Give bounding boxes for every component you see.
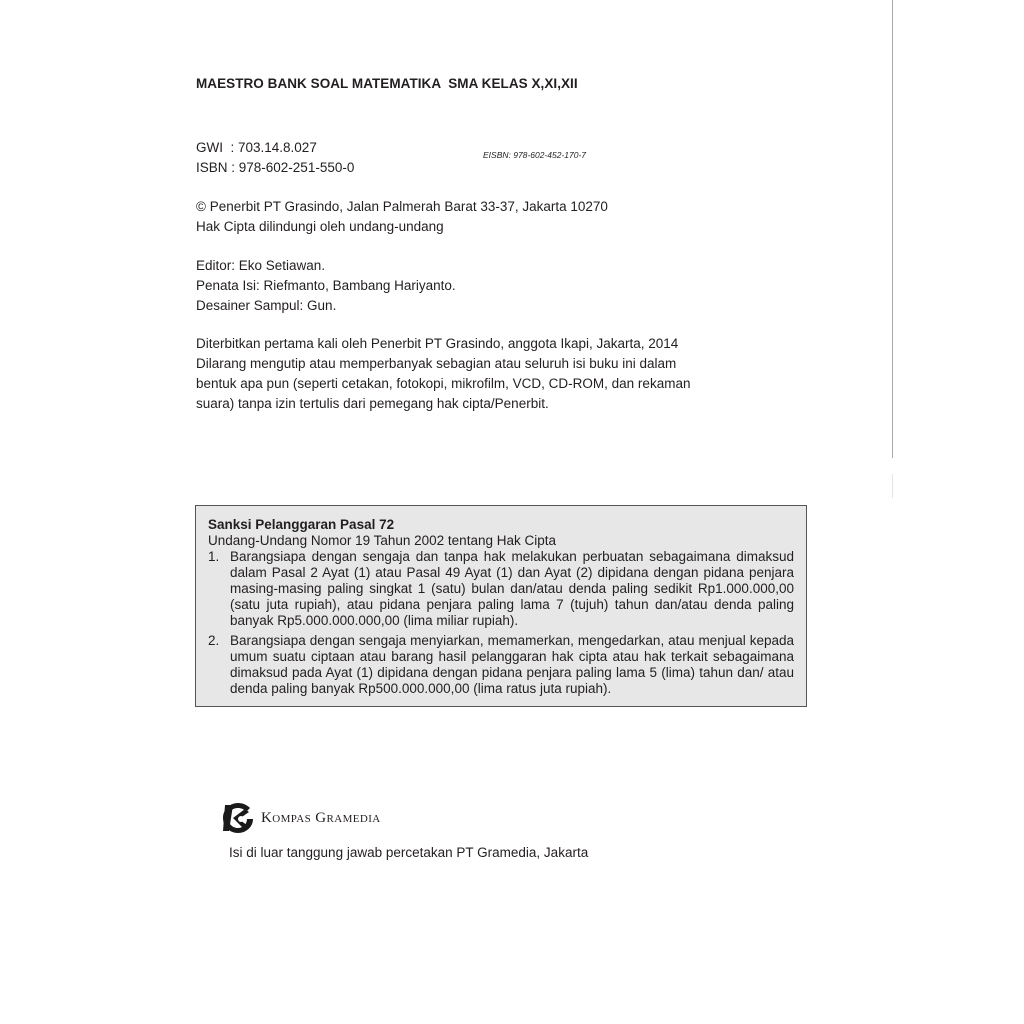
sanksi-subtitle: Undang-Undang Nomor 19 Tahun 2002 tentang Hak Cipta [208, 533, 556, 548]
notice-line: suara) tanpa izin tertulis dari pemegang hak cipta/Penerbit. [196, 396, 549, 411]
notice-line: bentuk apa pun (seperti cetakan, fotokopi, mikrofilm, VCD, CD-ROM, dan rekaman [196, 376, 691, 391]
editor-credit: Editor: Eko Setiawan. [196, 258, 326, 273]
publisher-logo [221, 801, 381, 835]
sanksi-item-number: 2. [208, 633, 220, 648]
layout-credit: Penata Isi: Riefmanto, Bambang Hariyanto. [196, 278, 456, 293]
publisher-name: Kompas Gramedia [261, 809, 381, 826]
book-identifiers [196, 138, 354, 178]
publication-notice [196, 334, 690, 414]
kompas-gramedia-logo-icon [221, 801, 255, 835]
sanksi-title: Sanksi Pelanggaran Pasal 72 [208, 517, 395, 532]
copyright-line: Hak Cipta dilindungi oleh undang-undang [196, 219, 444, 234]
cover-designer-credit: Desainer Sampul: Gun. [196, 298, 337, 313]
credits-block [196, 256, 456, 316]
notice-line: Dilarang mengutip atau memperbanyak sebagian atau seluruh isi buku ini dalam [196, 356, 677, 371]
sanksi-list [208, 549, 794, 697]
sanksi-item [208, 549, 794, 629]
sanksi-item-number: 1. [208, 549, 220, 564]
gwi-code: GWI : 703.14.8.027 [196, 140, 317, 155]
book-title: MAESTRO BANK SOAL MATEMATIKA SMA KELAS X,XI,XII [196, 76, 578, 91]
page-edge-line [892, 0, 893, 458]
copyright-block [196, 197, 608, 237]
isbn-code: ISBN : 978-602-251-550-0 [196, 160, 355, 175]
notice-line: Diterbitkan pertama kali oleh Penerbit PT Grasindo, anggota Ikapi, Jakarta, 2014 [196, 336, 679, 351]
sanksi-box [195, 505, 807, 707]
copyright-line: © Penerbit PT Grasindo, Jalan Palmerah Barat 33-37, Jakarta 10270 [196, 199, 608, 214]
print-disclaimer: Isi di luar tanggung jawab percetakan PT Gramedia, Jakarta [229, 845, 589, 860]
eisbn-code: EISBN: 978-602-452-170-7 [483, 150, 587, 160]
page-edge-line-faint [892, 474, 893, 498]
sanksi-item-text: Barangsiapa dengan sengaja dan tanpa hak melakukan perbuatan sebagaimana dimaksud dalam Pasal 2 Ayat (1) atau Pasal 49 Ayat (1) dan Ayat (2) dipidana dengan pidana penjara masing-masing paling singkat 1 (satu) bulan dan/atau denda paling sedikit Rp1.000.000,00 (satu juta rupiah), atau pidana penjara paling lama 7 (tujuh) tahun dan/atau denda paling banyak Rp5.000.000.000,00 (lima miliar rupiah). [230, 549, 794, 628]
sanksi-item-text: Barangsiapa dengan sengaja menyiarkan, memamerkan, mengedarkan, atau menjual kepada umum suatu ciptaan atau barang hasil pelanggaran hak cipta atau hak terkait sebagaimana dimaksud pada Ayat (1) dipidana dengan pidana penjara paling lama 5 (lima) tahun dan/ atau denda paling banyak Rp500.000.000,00 (lima ratus juta rupiah). [230, 633, 794, 696]
sanksi-item [208, 633, 794, 697]
